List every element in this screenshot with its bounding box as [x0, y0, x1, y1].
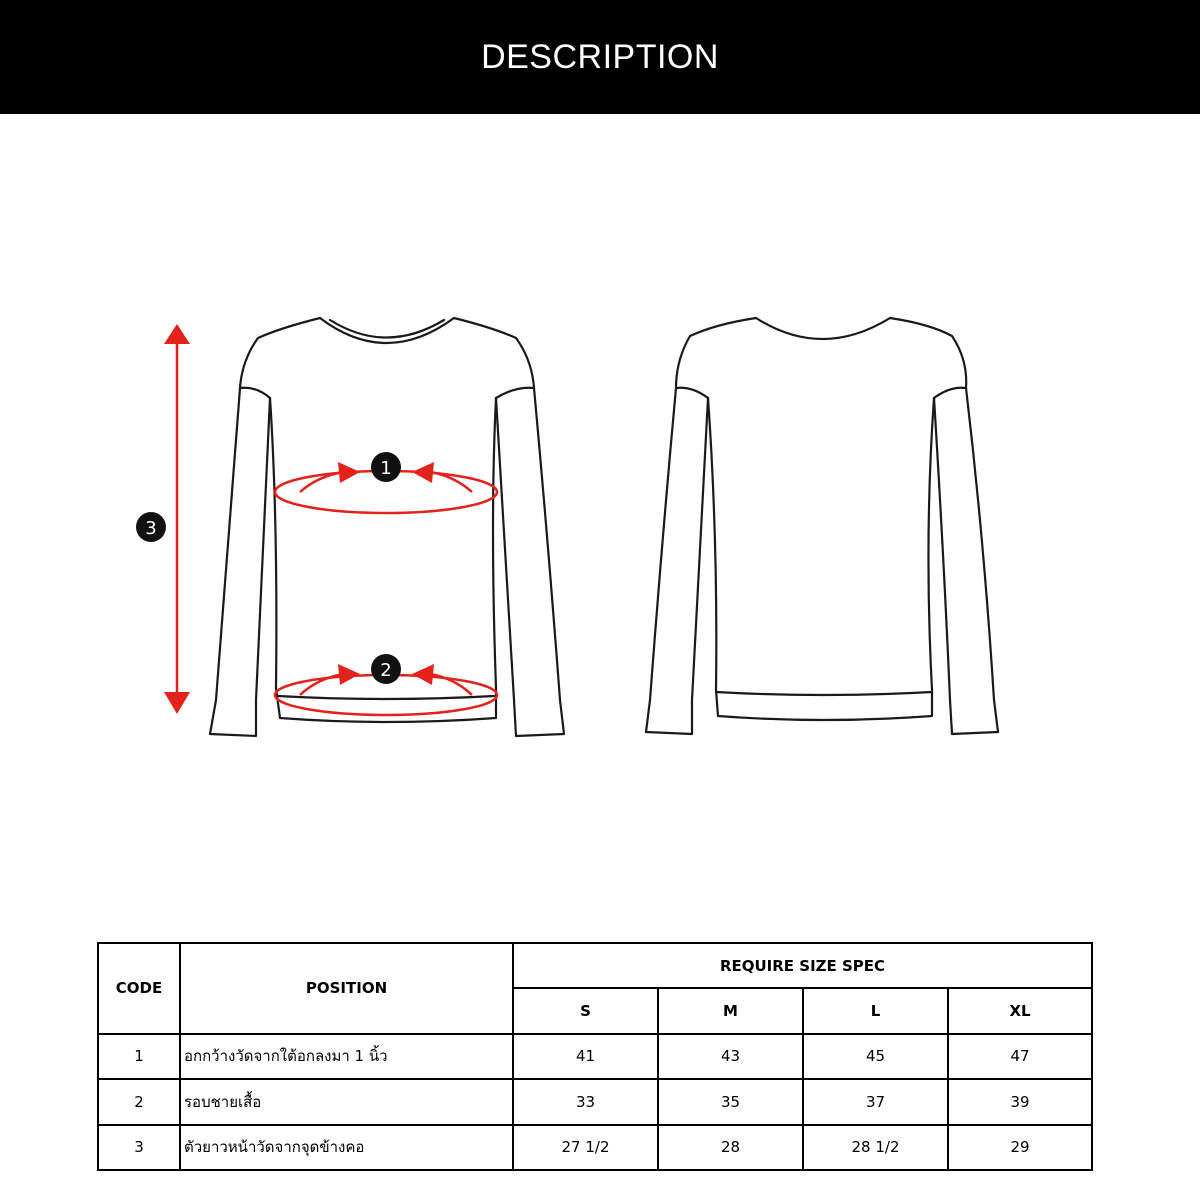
marker-1 — [371, 452, 401, 482]
row-position: ตัวยาวหน้าวัดจากจุดข้างคอ — [180, 1125, 513, 1170]
row-value-s: 33 — [513, 1079, 658, 1124]
row-value-l: 37 — [803, 1079, 948, 1124]
size-spec-header: REQUIRE SIZE SPEC — [513, 943, 1092, 988]
table-row — [98, 1034, 1092, 1079]
header-bar — [0, 0, 1200, 114]
row-value-xl: 47 — [948, 1034, 1092, 1079]
table-header-row — [98, 943, 1092, 988]
row-code: 3 — [98, 1125, 180, 1170]
marker-3 — [136, 512, 166, 542]
marker-2-label: 2 — [380, 660, 392, 681]
row-value-m: 28 — [658, 1125, 803, 1170]
row-position: รอบชายเสื้อ — [180, 1079, 513, 1124]
position-header: POSITION — [180, 943, 513, 1034]
row-code: 2 — [98, 1079, 180, 1124]
size-m-header: M — [658, 988, 803, 1033]
row-value-l: 45 — [803, 1034, 948, 1079]
page-title: DESCRIPTION — [481, 37, 719, 76]
size-l-header: L — [803, 988, 948, 1033]
table-row — [98, 1079, 1092, 1124]
length-arrow — [164, 324, 190, 714]
sweater-back-outline — [646, 318, 998, 734]
row-value-s: 27 1/2 — [513, 1125, 658, 1170]
marker-2 — [371, 654, 401, 684]
row-position: อกกว้างวัดจากใต้อกลงมา 1 นิ้ว — [180, 1034, 513, 1079]
marker-1-label: 1 — [380, 458, 392, 479]
marker-3-label: 3 — [145, 518, 157, 539]
row-value-xl: 29 — [948, 1125, 1092, 1170]
size-xl-header: XL — [948, 988, 1092, 1033]
row-code: 1 — [98, 1034, 180, 1079]
row-value-xl: 39 — [948, 1079, 1092, 1124]
size-spec-table — [97, 942, 1093, 1171]
table-row — [98, 1125, 1092, 1170]
row-value-s: 41 — [513, 1034, 658, 1079]
row-value-m: 43 — [658, 1034, 803, 1079]
sweater-measurement-diagram — [0, 114, 1200, 934]
row-value-m: 35 — [658, 1079, 803, 1124]
code-header: CODE — [98, 943, 180, 1034]
size-s-header: S — [513, 988, 658, 1033]
row-value-l: 28 1/2 — [803, 1125, 948, 1170]
